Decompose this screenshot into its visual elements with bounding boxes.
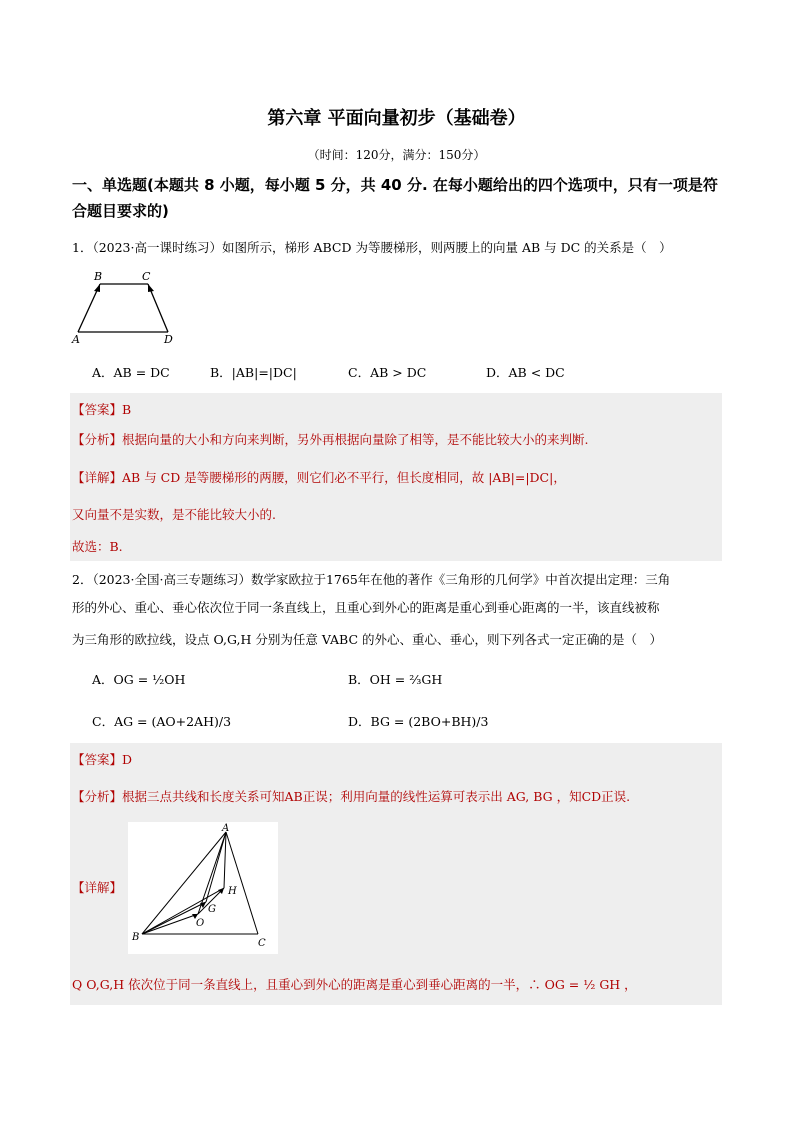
trapezoid-figure [70,266,180,346]
page-subtitle: （时间：120分，满分：150分） [307,148,486,162]
q1-option-a[interactable]: A．AB = DC [92,365,170,380]
seg-ao [198,832,226,914]
question-1-stem: 1．（2023·高一课时练习）如图所示，梯形 ABCD 为等腰梯形，则两腰上的向量 AB 与 DC 的关系是（ ） [72,240,672,255]
q1-option-c[interactable]: C．AB > DC [348,365,427,380]
label-a: A [222,823,230,834]
answer-value: B [122,402,132,417]
q2-detail-line: Q O,G,H 依次位于同一条直线上，且重心到外心的距离是重心到垂心距离的一半，∴ OG = ½ GH ， [72,977,637,992]
label-d: D [164,333,173,346]
q1-option-d[interactable]: D．AB < DC [486,365,565,380]
label-b: B [132,932,140,943]
q2-answer [72,750,722,770]
analysis-tag: 【分析】 [72,432,123,447]
label-c: C [142,270,151,283]
q2-detail-tag: 【详解】 [72,880,123,895]
q1-detail [72,468,722,488]
analysis-tag: 【分析】 [72,789,123,804]
seg-ag [206,832,226,902]
side-ac [226,832,258,934]
label-c: C [258,938,266,949]
q1-analysis [72,430,722,450]
question-2-stem-3: 为三角形的欧拉线，设点 O,G,H 分别为任意 VABC 的外心、重心、垂心，则下列各式一定正确的是（ ） [72,632,662,647]
analysis-text: 根据向量的大小和方向来判断，另外再根据向量除了相等，是不能比较大小的来判断. [122,432,589,447]
answer-tag: 【答案】 [72,402,123,417]
arrow-dc [148,284,154,292]
label-g: G [208,904,216,915]
page-title: 第六章 平面向量初步（基础卷） [267,108,526,129]
arrow-ab [94,284,100,292]
section-heading: 一、单选题(本题共 8 小题，每小题 5 分，共 40 分. 在每小题给出的四个选项中，只有一项是符合题目要求的) [72,176,718,220]
q2-figure-frame [128,822,278,954]
q2-option-b[interactable]: B．OH = ⅔GH [348,672,443,687]
q1-option-b[interactable]: B．|AB|=|DC| [210,365,297,380]
q2-option-c[interactable]: C．AG = (AO+2AH)/3 [92,714,232,729]
q1-detail-2: 又向量不是实数，是不能比较大小的. [72,507,276,522]
answer-value: D [122,752,133,767]
detail-text: AB 与 CD 是等腰梯形的两腰，则它们必不平行，但长度相同，故 |AB|=|DC|， [122,470,566,485]
question-2-stem-1: 2．（2023·全国·高三专题练习）数学家欧拉于1765年在他的著作《三角形的几何学》中首次提出定理：三角 [72,572,671,587]
label-h: H [228,886,237,897]
q2-analysis [72,787,722,807]
label-a: A [72,333,80,346]
euler-line-figure [128,822,278,954]
q1-answer [72,400,722,420]
seg-ah [224,832,226,888]
label-b: B [94,270,103,283]
label-o: O [196,918,205,929]
q2-option-d[interactable]: D．BG = (2BO+BH)/3 [348,714,489,729]
detail-tag: 【详解】 [72,470,123,485]
q1-conclusion: 故选：B. [72,539,123,554]
answer-tag: 【答案】 [72,752,123,767]
q2-option-a[interactable]: A．OG = ½OH [92,672,186,687]
analysis-text: 根据三点共线和长度关系可知AB正误；利用向量的线性运算可表示出 AG, BG ，知CD正误. [122,789,631,804]
question-2-stem-2: 形的外心、重心、垂心依次位于同一条直线上，且重心到外心的距离是重心到垂心距离的一半，该直线被称 [72,600,660,615]
